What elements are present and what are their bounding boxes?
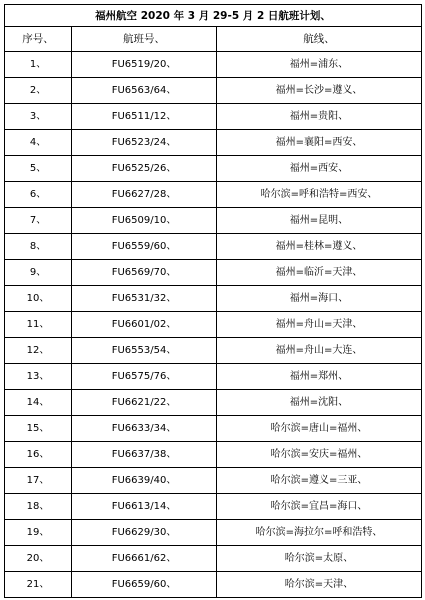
cell-route <box>217 364 422 390</box>
paragraph-mark: 、 <box>154 33 165 45</box>
title-row <box>5 5 422 27</box>
cell-flight <box>72 208 217 234</box>
paragraph-mark: 、 <box>166 552 177 564</box>
paragraph-mark: 、 <box>338 370 349 382</box>
cell-seq-text: 6 <box>29 188 37 200</box>
cell-flight-text: FU6659/60 <box>111 578 167 590</box>
cell-route-text: 福州=沈阳 <box>289 396 339 408</box>
cell-flight <box>72 52 217 78</box>
cell-flight-text: FU6627/28 <box>111 188 167 200</box>
cell-route <box>217 546 422 572</box>
cell-seq <box>5 156 72 182</box>
paragraph-mark: 、 <box>36 136 47 148</box>
cell-flight-text: FU6511/12 <box>111 110 167 122</box>
cell-flight <box>72 520 217 546</box>
cell-route-text: 福州=长沙=遵义 <box>275 84 353 96</box>
table-row <box>5 156 422 182</box>
cell-flight-text: FU6613/14 <box>111 500 167 512</box>
cell-flight <box>72 260 217 286</box>
cell-flight-text: FU6639/40 <box>111 474 167 486</box>
paragraph-mark: 、 <box>36 266 47 278</box>
cell-route <box>217 442 422 468</box>
cell-route-text: 哈尔滨=宜昌=海口 <box>270 500 358 512</box>
cell-seq-text: 5 <box>29 162 37 174</box>
header-seq <box>5 27 72 52</box>
cell-seq-text: 1 <box>29 58 37 70</box>
header-flight-text: 航班号 <box>123 33 155 45</box>
cell-route <box>217 130 422 156</box>
paragraph-mark: 、 <box>166 474 177 486</box>
table-row <box>5 468 422 494</box>
paragraph-mark: 、 <box>166 58 177 70</box>
paragraph-mark: 、 <box>39 474 50 486</box>
cell-flight-text: FU6525/26 <box>111 162 167 174</box>
cell-flight-text: FU6621/22 <box>111 396 167 408</box>
paragraph-mark: 、 <box>357 448 368 460</box>
cell-seq-text: 19 <box>26 526 40 538</box>
cell-seq <box>5 468 72 494</box>
cell-seq-text: 20 <box>26 552 40 564</box>
cell-seq-text: 10 <box>26 292 40 304</box>
cell-route <box>217 234 422 260</box>
cell-flight <box>72 234 217 260</box>
paragraph-mark: 、 <box>357 422 368 434</box>
paragraph-mark: 、 <box>36 162 47 174</box>
cell-route <box>217 260 422 286</box>
paragraph-mark: 、 <box>166 396 177 408</box>
cell-route-text: 福州=西安 <box>289 162 339 174</box>
cell-flight <box>72 78 217 104</box>
paragraph-mark: 、 <box>352 84 363 96</box>
table-row <box>5 546 422 572</box>
cell-route <box>217 312 422 338</box>
paragraph-mark: 、 <box>39 552 50 564</box>
paragraph-mark: 、 <box>166 292 177 304</box>
header-seq-text: 序号 <box>22 33 44 45</box>
cell-seq <box>5 286 72 312</box>
table-row <box>5 338 422 364</box>
paragraph-mark: 、 <box>352 240 363 252</box>
paragraph-mark: 、 <box>36 240 47 252</box>
table-row <box>5 364 422 390</box>
cell-flight-text: FU6633/34 <box>111 422 167 434</box>
paragraph-mark: 、 <box>166 448 177 460</box>
table-row <box>5 286 422 312</box>
cell-seq-text: 14 <box>26 396 40 408</box>
cell-flight-text: FU6553/54 <box>111 344 167 356</box>
cell-seq <box>5 442 72 468</box>
cell-seq <box>5 234 72 260</box>
paragraph-mark: 、 <box>39 500 50 512</box>
paragraph-mark: 、 <box>166 110 177 122</box>
paragraph-mark: 、 <box>338 396 349 408</box>
cell-route <box>217 52 422 78</box>
paragraph-mark: 、 <box>338 214 349 226</box>
table-row <box>5 78 422 104</box>
cell-seq-text: 9 <box>29 266 37 278</box>
cell-seq <box>5 78 72 104</box>
cell-flight-text: FU6601/02 <box>111 318 167 330</box>
cell-flight <box>72 468 217 494</box>
cell-flight <box>72 546 217 572</box>
cell-route <box>217 156 422 182</box>
paragraph-mark: 、 <box>166 526 177 538</box>
cell-route-text: 哈尔滨=唐山=福州 <box>270 422 358 434</box>
table-row <box>5 234 422 260</box>
paragraph-mark: 、 <box>338 110 349 122</box>
cell-route-text: 哈尔滨=遵义=三亚 <box>270 474 358 486</box>
cell-flight <box>72 494 217 520</box>
cell-seq <box>5 572 72 598</box>
paragraph-mark: 、 <box>338 58 349 70</box>
cell-flight <box>72 442 217 468</box>
paragraph-mark: 、 <box>39 292 50 304</box>
cell-seq-text: 17 <box>26 474 40 486</box>
cell-route-text: 福州=临沂=天津 <box>275 266 353 278</box>
table-row <box>5 312 422 338</box>
paragraph-mark: 、 <box>338 162 349 174</box>
cell-route-text: 福州=襄阳=西安 <box>275 136 353 148</box>
cell-seq-text: 12 <box>26 344 40 356</box>
table-row <box>5 130 422 156</box>
header-row <box>5 27 422 52</box>
cell-flight-text: FU6509/10 <box>111 214 167 226</box>
header-flight <box>72 27 217 52</box>
cell-route <box>217 520 422 546</box>
paragraph-mark: 、 <box>166 162 177 174</box>
paragraph-mark: 、 <box>166 240 177 252</box>
table-row <box>5 572 422 598</box>
cell-seq <box>5 52 72 78</box>
cell-flight-text: FU6661/62 <box>111 552 167 564</box>
cell-flight-text: FU6523/24 <box>111 136 167 148</box>
paragraph-mark: 、 <box>166 214 177 226</box>
cell-route <box>217 468 422 494</box>
cell-flight <box>72 104 217 130</box>
cell-route-text: 福州=舟山=大连 <box>275 344 353 356</box>
cell-route <box>217 286 422 312</box>
cell-seq-text: 2 <box>29 84 37 96</box>
title-text: 福州航空 2020 年 3 月 29-5 月 2 日航班计划 <box>95 9 321 22</box>
cell-seq-text: 13 <box>26 370 40 382</box>
table-row <box>5 208 422 234</box>
cell-seq-text: 16 <box>26 448 40 460</box>
paragraph-mark: 、 <box>367 188 378 200</box>
paragraph-mark: 、 <box>166 266 177 278</box>
paragraph-mark: 、 <box>166 188 177 200</box>
table-row <box>5 442 422 468</box>
header-route-text: 航线 <box>303 33 325 45</box>
cell-flight <box>72 130 217 156</box>
table-row <box>5 520 422 546</box>
paragraph-mark: 、 <box>343 578 354 590</box>
cell-seq-text: 21 <box>26 578 40 590</box>
paragraph-mark: 、 <box>338 292 349 304</box>
paragraph-mark: 、 <box>166 500 177 512</box>
table-body <box>5 5 422 598</box>
cell-seq <box>5 130 72 156</box>
cell-flight <box>72 286 217 312</box>
table-row <box>5 104 422 130</box>
cell-seq <box>5 338 72 364</box>
cell-seq <box>5 104 72 130</box>
table-row <box>5 390 422 416</box>
cell-flight <box>72 390 217 416</box>
flight-schedule-document <box>4 4 421 598</box>
header-route <box>217 27 422 52</box>
table-row <box>5 52 422 78</box>
cell-seq <box>5 390 72 416</box>
cell-seq <box>5 312 72 338</box>
paragraph-mark: 、 <box>166 136 177 148</box>
cell-flight-text: FU6575/76 <box>111 370 167 382</box>
cell-flight-text: FU6637/38 <box>111 448 167 460</box>
cell-route <box>217 572 422 598</box>
cell-flight <box>72 338 217 364</box>
cell-route-text: 福州=海口 <box>289 292 339 304</box>
paragraph-mark: 、 <box>166 370 177 382</box>
table-row <box>5 494 422 520</box>
cell-route-text: 福州=郑州 <box>289 370 339 382</box>
cell-seq-text: 3 <box>29 110 37 122</box>
cell-flight-text: FU6559/60 <box>111 240 167 252</box>
cell-flight <box>72 364 217 390</box>
table-title <box>5 5 422 27</box>
cell-seq <box>5 520 72 546</box>
cell-flight-text: FU6569/70 <box>111 266 167 278</box>
cell-flight-text: FU6629/30 <box>111 526 167 538</box>
paragraph-mark: 、 <box>372 526 383 538</box>
table-row <box>5 416 422 442</box>
paragraph-mark: 、 <box>39 396 50 408</box>
paragraph-mark: 、 <box>166 318 177 330</box>
cell-route-text: 福州=桂林=遵义 <box>275 240 353 252</box>
paragraph-mark: 、 <box>352 266 363 278</box>
cell-route-text: 哈尔滨=安庆=福州 <box>270 448 358 460</box>
cell-flight <box>72 416 217 442</box>
cell-route <box>217 494 422 520</box>
paragraph-mark: 、 <box>352 318 363 330</box>
cell-flight-text: FU6519/20 <box>111 58 167 70</box>
cell-route-text: 哈尔滨=天津 <box>284 578 344 590</box>
cell-flight-text: FU6563/64 <box>111 84 167 96</box>
cell-seq <box>5 416 72 442</box>
paragraph-mark: 、 <box>36 84 47 96</box>
cell-route-text: 哈尔滨=太原 <box>284 552 344 564</box>
table-row <box>5 260 422 286</box>
paragraph-mark: 、 <box>43 33 54 45</box>
paragraph-mark: 、 <box>320 9 331 22</box>
paragraph-mark: 、 <box>39 448 50 460</box>
flight-schedule-table <box>4 4 422 598</box>
paragraph-mark: 、 <box>36 58 47 70</box>
cell-flight <box>72 182 217 208</box>
cell-seq <box>5 260 72 286</box>
paragraph-mark: 、 <box>357 500 368 512</box>
paragraph-mark: 、 <box>36 188 47 200</box>
cell-route <box>217 416 422 442</box>
paragraph-mark: 、 <box>343 552 354 564</box>
paragraph-mark: 、 <box>39 526 50 538</box>
cell-route-text: 福州=贵阳 <box>289 110 339 122</box>
cell-seq-text: 15 <box>26 422 40 434</box>
paragraph-mark: 、 <box>39 370 50 382</box>
cell-flight <box>72 312 217 338</box>
cell-flight <box>72 156 217 182</box>
paragraph-mark: 、 <box>357 474 368 486</box>
cell-route <box>217 104 422 130</box>
cell-seq <box>5 208 72 234</box>
table-row <box>5 182 422 208</box>
paragraph-mark: 、 <box>166 578 177 590</box>
paragraph-mark: 、 <box>36 214 47 226</box>
cell-seq-text: 4 <box>29 136 37 148</box>
paragraph-mark: 、 <box>39 344 50 356</box>
paragraph-mark: 、 <box>166 422 177 434</box>
cell-seq <box>5 182 72 208</box>
cell-route <box>217 208 422 234</box>
paragraph-mark: 、 <box>166 344 177 356</box>
cell-route-text: 哈尔滨=呼和浩特=西安 <box>260 188 368 200</box>
paragraph-mark: 、 <box>166 84 177 96</box>
paragraph-mark: 、 <box>352 136 363 148</box>
cell-seq <box>5 364 72 390</box>
cell-route-text: 福州=舟山=天津 <box>275 318 353 330</box>
cell-flight <box>72 572 217 598</box>
cell-route <box>217 338 422 364</box>
cell-flight-text: FU6531/32 <box>111 292 167 304</box>
paragraph-mark: 、 <box>39 318 50 330</box>
paragraph-mark: 、 <box>39 422 50 434</box>
paragraph-mark: 、 <box>36 110 47 122</box>
cell-seq <box>5 494 72 520</box>
cell-seq <box>5 546 72 572</box>
cell-seq-text: 18 <box>26 500 40 512</box>
cell-route <box>217 182 422 208</box>
cell-route-text: 福州=浦东 <box>289 58 339 70</box>
cell-route <box>217 78 422 104</box>
cell-seq-text: 11 <box>26 318 40 330</box>
paragraph-mark: 、 <box>352 344 363 356</box>
cell-seq-text: 7 <box>29 214 37 226</box>
paragraph-mark: 、 <box>39 578 50 590</box>
cell-seq-text: 8 <box>29 240 37 252</box>
cell-route-text: 哈尔滨=海拉尔=呼和浩特 <box>255 526 373 538</box>
paragraph-mark: 、 <box>324 33 335 45</box>
cell-route <box>217 390 422 416</box>
cell-route-text: 福州=昆明 <box>289 214 339 226</box>
